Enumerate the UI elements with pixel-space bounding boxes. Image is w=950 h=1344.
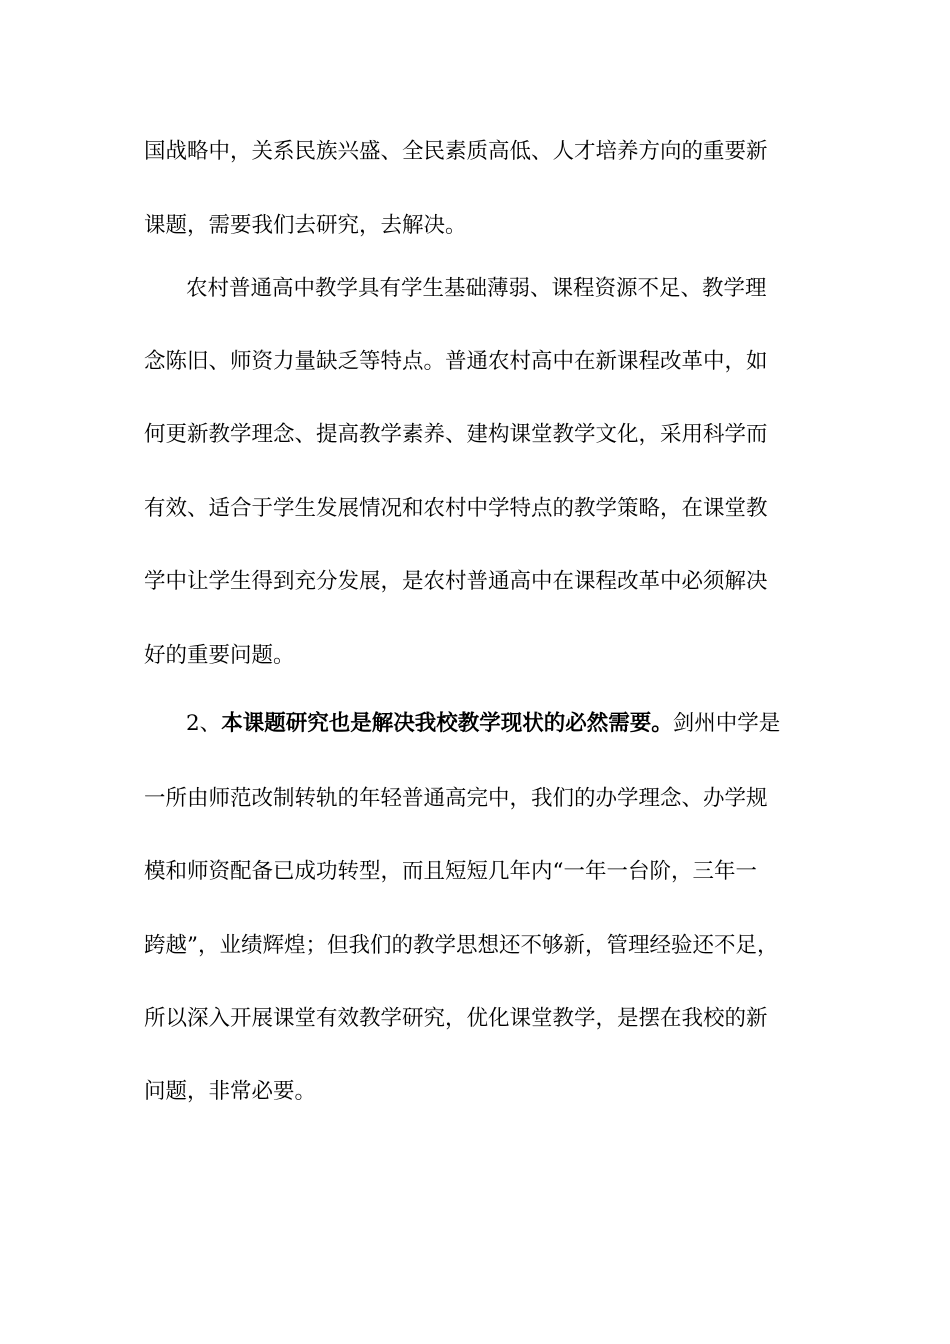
item-number: 2、 — [186, 711, 222, 736]
text-line: 国战略中，关系民族兴盛、全民素质高低、人才培养方向的重要新 — [144, 139, 768, 164]
text-line: 农村普通高中教学具有学生基础薄弱、课程资源不足、教学理 — [186, 276, 767, 301]
text-line: 模和师资配备已成功转型，而且短短几年内“一年一台阶，三年一 — [144, 859, 757, 884]
text-line: 一所由师范改制转轨的年轻普通高完中，我们的办学理念、办学规 — [144, 786, 768, 811]
text-line: 学中让学生得到充分发展，是农村普通高中在课程改革中必须解决 — [144, 569, 768, 594]
text-line: 何更新教学理念、提高教学素养、建构课堂教学文化，采用科学而 — [144, 422, 768, 447]
paragraph-heading-line — [186, 709, 811, 739]
text-line: 好的重要问题。 — [144, 643, 295, 668]
text-line: 念陈旧、师资力量缺乏等特点。普通农村高中在新课程改革中，如 — [144, 349, 768, 374]
text-line: 课题，需要我们去研究，去解决。 — [144, 213, 467, 238]
text-run: 剑州中学是 — [672, 711, 781, 736]
text-line: 跨越”，业绩辉煌；但我们的教学思想还不够新，管理经验还不足， — [144, 933, 779, 958]
text-line: 所以深入开展课堂有效教学研究，优化课堂教学，是摆在我校的新 — [144, 1006, 768, 1031]
bold-lead-sentence: 本课题研究也是解决我校教学现状的必然需要。 — [221, 711, 673, 736]
text-line: 问题，非常必要。 — [144, 1079, 317, 1104]
text-line: 有效、适合于学生发展情况和农村中学特点的教学策略，在课堂教 — [144, 496, 768, 521]
